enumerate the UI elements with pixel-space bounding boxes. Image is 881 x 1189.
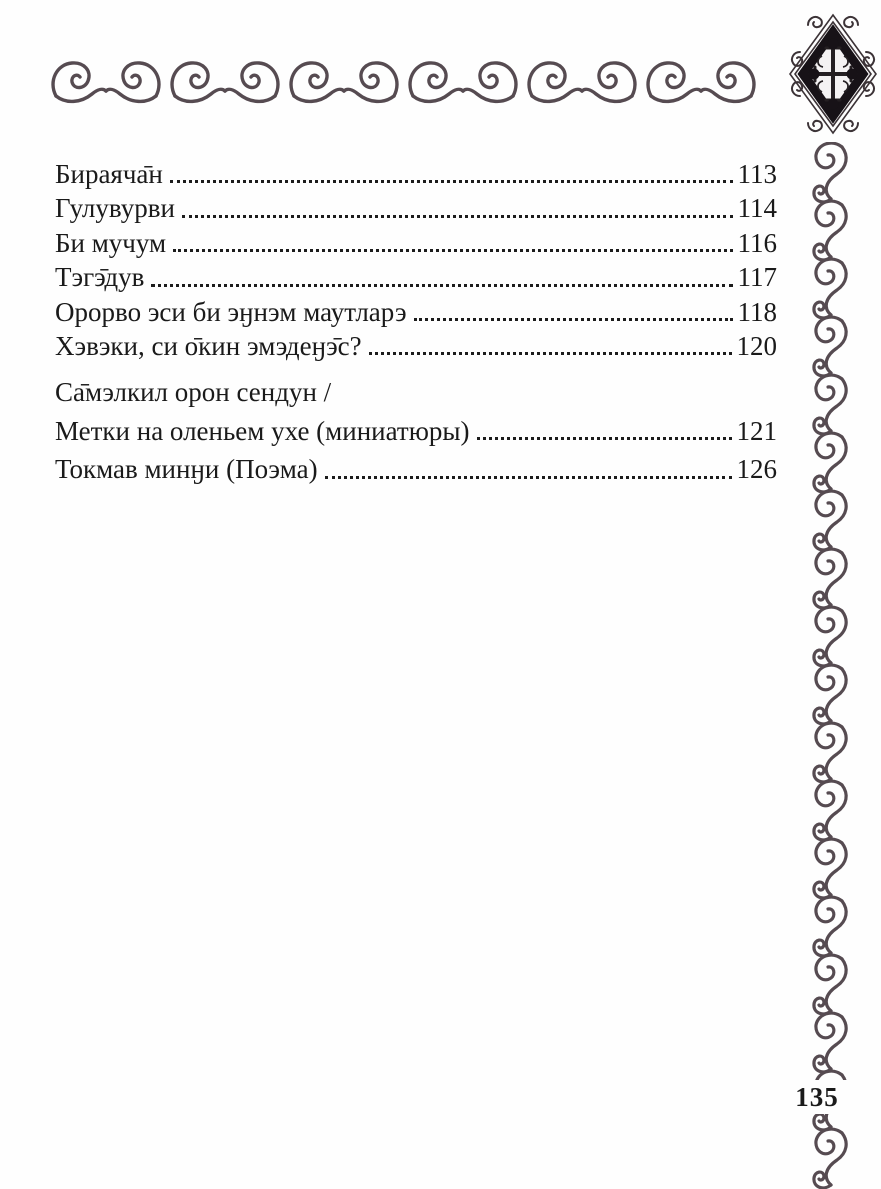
dot-leader bbox=[414, 318, 733, 321]
toc-entry-page: 113 bbox=[737, 159, 777, 189]
toc-entry-page: 126 bbox=[736, 454, 777, 485]
toc-entry-title: Гулувурви bbox=[55, 193, 175, 224]
toc-entry-page: 118 bbox=[737, 296, 777, 327]
toc-entry bbox=[55, 259, 777, 293]
dot-leader bbox=[477, 437, 732, 440]
toc-entry bbox=[55, 225, 777, 259]
toc-entry-title: Метки на оленьем ухе (миниатюры) bbox=[55, 415, 470, 446]
swirl-divider-icon bbox=[50, 54, 758, 108]
toc-entry-title: Орорво эси би эӈнэм маутларэ bbox=[55, 296, 407, 327]
dot-leader bbox=[173, 249, 732, 252]
toc-entry-title: Би мучум bbox=[55, 227, 167, 258]
toc-entry-title: Токмав минӈи (Поэма) bbox=[55, 454, 318, 485]
toc-entry bbox=[55, 156, 777, 190]
dot-leader bbox=[369, 352, 732, 355]
toc-entry bbox=[55, 294, 777, 328]
dot-leader bbox=[170, 180, 733, 183]
vertical-swirl-chain-icon bbox=[802, 142, 856, 1189]
toc-entry-page: 116 bbox=[737, 227, 777, 258]
toc-entry bbox=[55, 447, 777, 485]
toc-entry bbox=[55, 370, 777, 408]
toc-entry-page: 114 bbox=[737, 193, 777, 224]
page-number: 135 bbox=[786, 1080, 848, 1114]
toc-entry-title: Хэвэки, си о̄кин эмэдеӈэ̄с? bbox=[55, 330, 362, 361]
dot-leader bbox=[325, 476, 732, 479]
diamond-cross-icon bbox=[786, 12, 880, 136]
toc-entry bbox=[55, 409, 777, 447]
toc-entry bbox=[55, 190, 777, 224]
table-of-contents bbox=[55, 156, 777, 486]
toc-entry-title: Бираяча̄н bbox=[55, 159, 163, 189]
toc-entry-page: 117 bbox=[737, 262, 777, 293]
toc-entry-page: 121 bbox=[736, 415, 777, 446]
dot-leader bbox=[182, 215, 733, 218]
top-swirl-divider bbox=[50, 54, 758, 108]
toc-entry bbox=[55, 328, 777, 362]
toc-entry-title: Са̄мэлкил орон сендун / bbox=[55, 377, 332, 408]
toc-entry-title: Тэгэ̄дув bbox=[55, 262, 145, 293]
dot-leader bbox=[151, 284, 732, 287]
diamond-medallion bbox=[786, 12, 880, 136]
right-swirl-border bbox=[802, 142, 856, 1189]
toc-entry-page: 120 bbox=[736, 330, 777, 361]
